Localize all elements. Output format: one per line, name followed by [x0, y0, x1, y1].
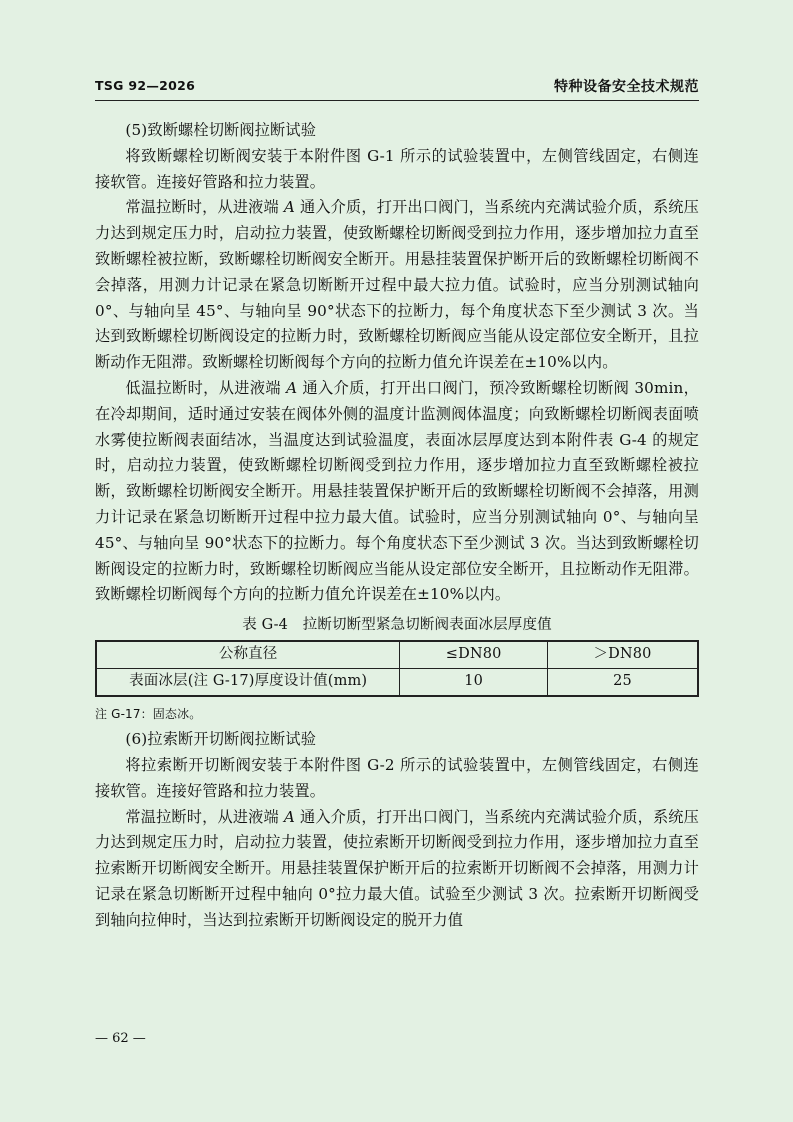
variable-a: A	[286, 378, 298, 397]
text-run: 常温拉断时，从进液端	[125, 807, 284, 826]
table-caption: 表 G-4 拉断切断型紧急切断阀表面冰层厚度值	[242, 617, 552, 634]
table-cell: 表面冰层(注 G-17)厚度设计值(mm)	[96, 669, 400, 697]
table-header-cell: ≤DN80	[400, 641, 548, 669]
variable-a: A	[283, 198, 295, 217]
text-run: 常温拉断时，从进液端	[125, 198, 284, 217]
ice-thickness-table	[95, 640, 699, 697]
text-run: 通入介质，打开出口阀门，预冷致断螺栓切断阀 30min，在冷却期间，适时通过安装在阀体外侧的温度计监测阀体温度；向致断螺栓切断阀表面喷水雾使拉断阀表面结冰，当温度达到试验温度，表面冰层厚度达到本附件表 G-4 的规定时，启动拉力装置，使致断螺栓切断阀受到拉力作用，逐步增加拉力直至致断螺栓被拉断，致断螺栓切断阀安全断开。用悬挂装置保护断开后的致断螺栓切断阀不会掉落，用测力计记录在紧急切断断开过程中拉力最大值。试验时，应当分别测试轴向 0°、与轴向呈 45°、与轴向呈 90°状态下的拉断力。每个角度状态下至少测试 3 次。当达到致断螺栓切断阀设定的拉断力时，致断螺栓切断阀应当能从设定部位安全断开，且拉断动作无阻滞。致断螺栓切断阀每个方向的拉断力值允许误差在±10%以内。	[95, 378, 699, 604]
section-5-heading: (5)致断螺栓切断阀拉断试验	[125, 121, 317, 139]
section-6-paragraph-2	[95, 805, 699, 934]
section-6-heading: (6)拉索断开切断阀拉断试验	[125, 730, 317, 749]
document-body	[95, 118, 699, 934]
section-5-paragraph-3	[95, 376, 699, 608]
table-cell: 25	[547, 669, 698, 697]
page-number: — 62 —	[95, 1031, 146, 1046]
standard-code: TSG 92—2026	[95, 78, 196, 93]
table-cell: 10	[400, 669, 548, 697]
page-header	[95, 74, 699, 101]
table-note: 注 G-17：固态冰。	[95, 707, 202, 722]
text-run: 低温拉断时，从进液端	[125, 378, 287, 397]
table-header-row	[96, 641, 698, 669]
table-header-cell: ＞DN80	[547, 641, 698, 669]
table-header-cell: 公称直径	[96, 641, 400, 669]
text-run: 通入介质，打开出口阀门，当系统内充满试验介质，系统压力达到规定压力时，启动拉力装置，使拉索断开切断阀受到拉力作用，逐步增加拉力直至拉索断开切断阀安全断开。用悬挂装置保护断开后的拉索断开切断阀不会掉落，用测力计记录在紧急切断断开过程中轴向 0°拉力最大值。试验至少测试 3 次。拉索断开切断阀受到轴向拉伸时，当达到拉索断开切断阀设定的脱开力值	[95, 807, 699, 929]
section-5-paragraph-1: 将致断螺栓切断阀安装于本附件图 G-1 所示的试验装置中，左侧管线固定，右侧连接软管。连接好管路和拉力装置。	[95, 146, 699, 191]
section-5-paragraph-2	[95, 195, 699, 376]
table-row	[96, 669, 698, 697]
section-6-paragraph-1: 将拉索断开切断阀安装于本附件图 G-2 所示的试验装置中，左侧管线固定，右侧连接软管。连接好管路和拉力装置。	[95, 755, 699, 800]
text-run: 通入介质，打开出口阀门，当系统内充满试验介质，系统压力达到规定压力时，启动拉力装置，使致断螺栓切断阀受到拉力作用，逐步增加拉力直至致断螺栓被拉断，致断螺栓切断阀安全断开。用悬挂装置保护断开后的致断螺栓切断阀不会掉落，用测力计记录在紧急切断断开过程中最大拉力值。试验时，应当分别测试轴向 0°、与轴向呈 45°、与轴向呈 90°状态下的拉断力，每个角度状态下至少测试 3 次。当达到致断螺栓切断阀设定的拉断力时，致断螺栓切断阀应当能从设定部位安全断开，且拉断动作无阻滞。致断螺栓切断阀每个方向的拉断力值允许误差在±10%以内。	[95, 198, 699, 372]
variable-a: A	[283, 807, 295, 826]
header-title: 特种设备安全技术规范	[554, 79, 699, 95]
